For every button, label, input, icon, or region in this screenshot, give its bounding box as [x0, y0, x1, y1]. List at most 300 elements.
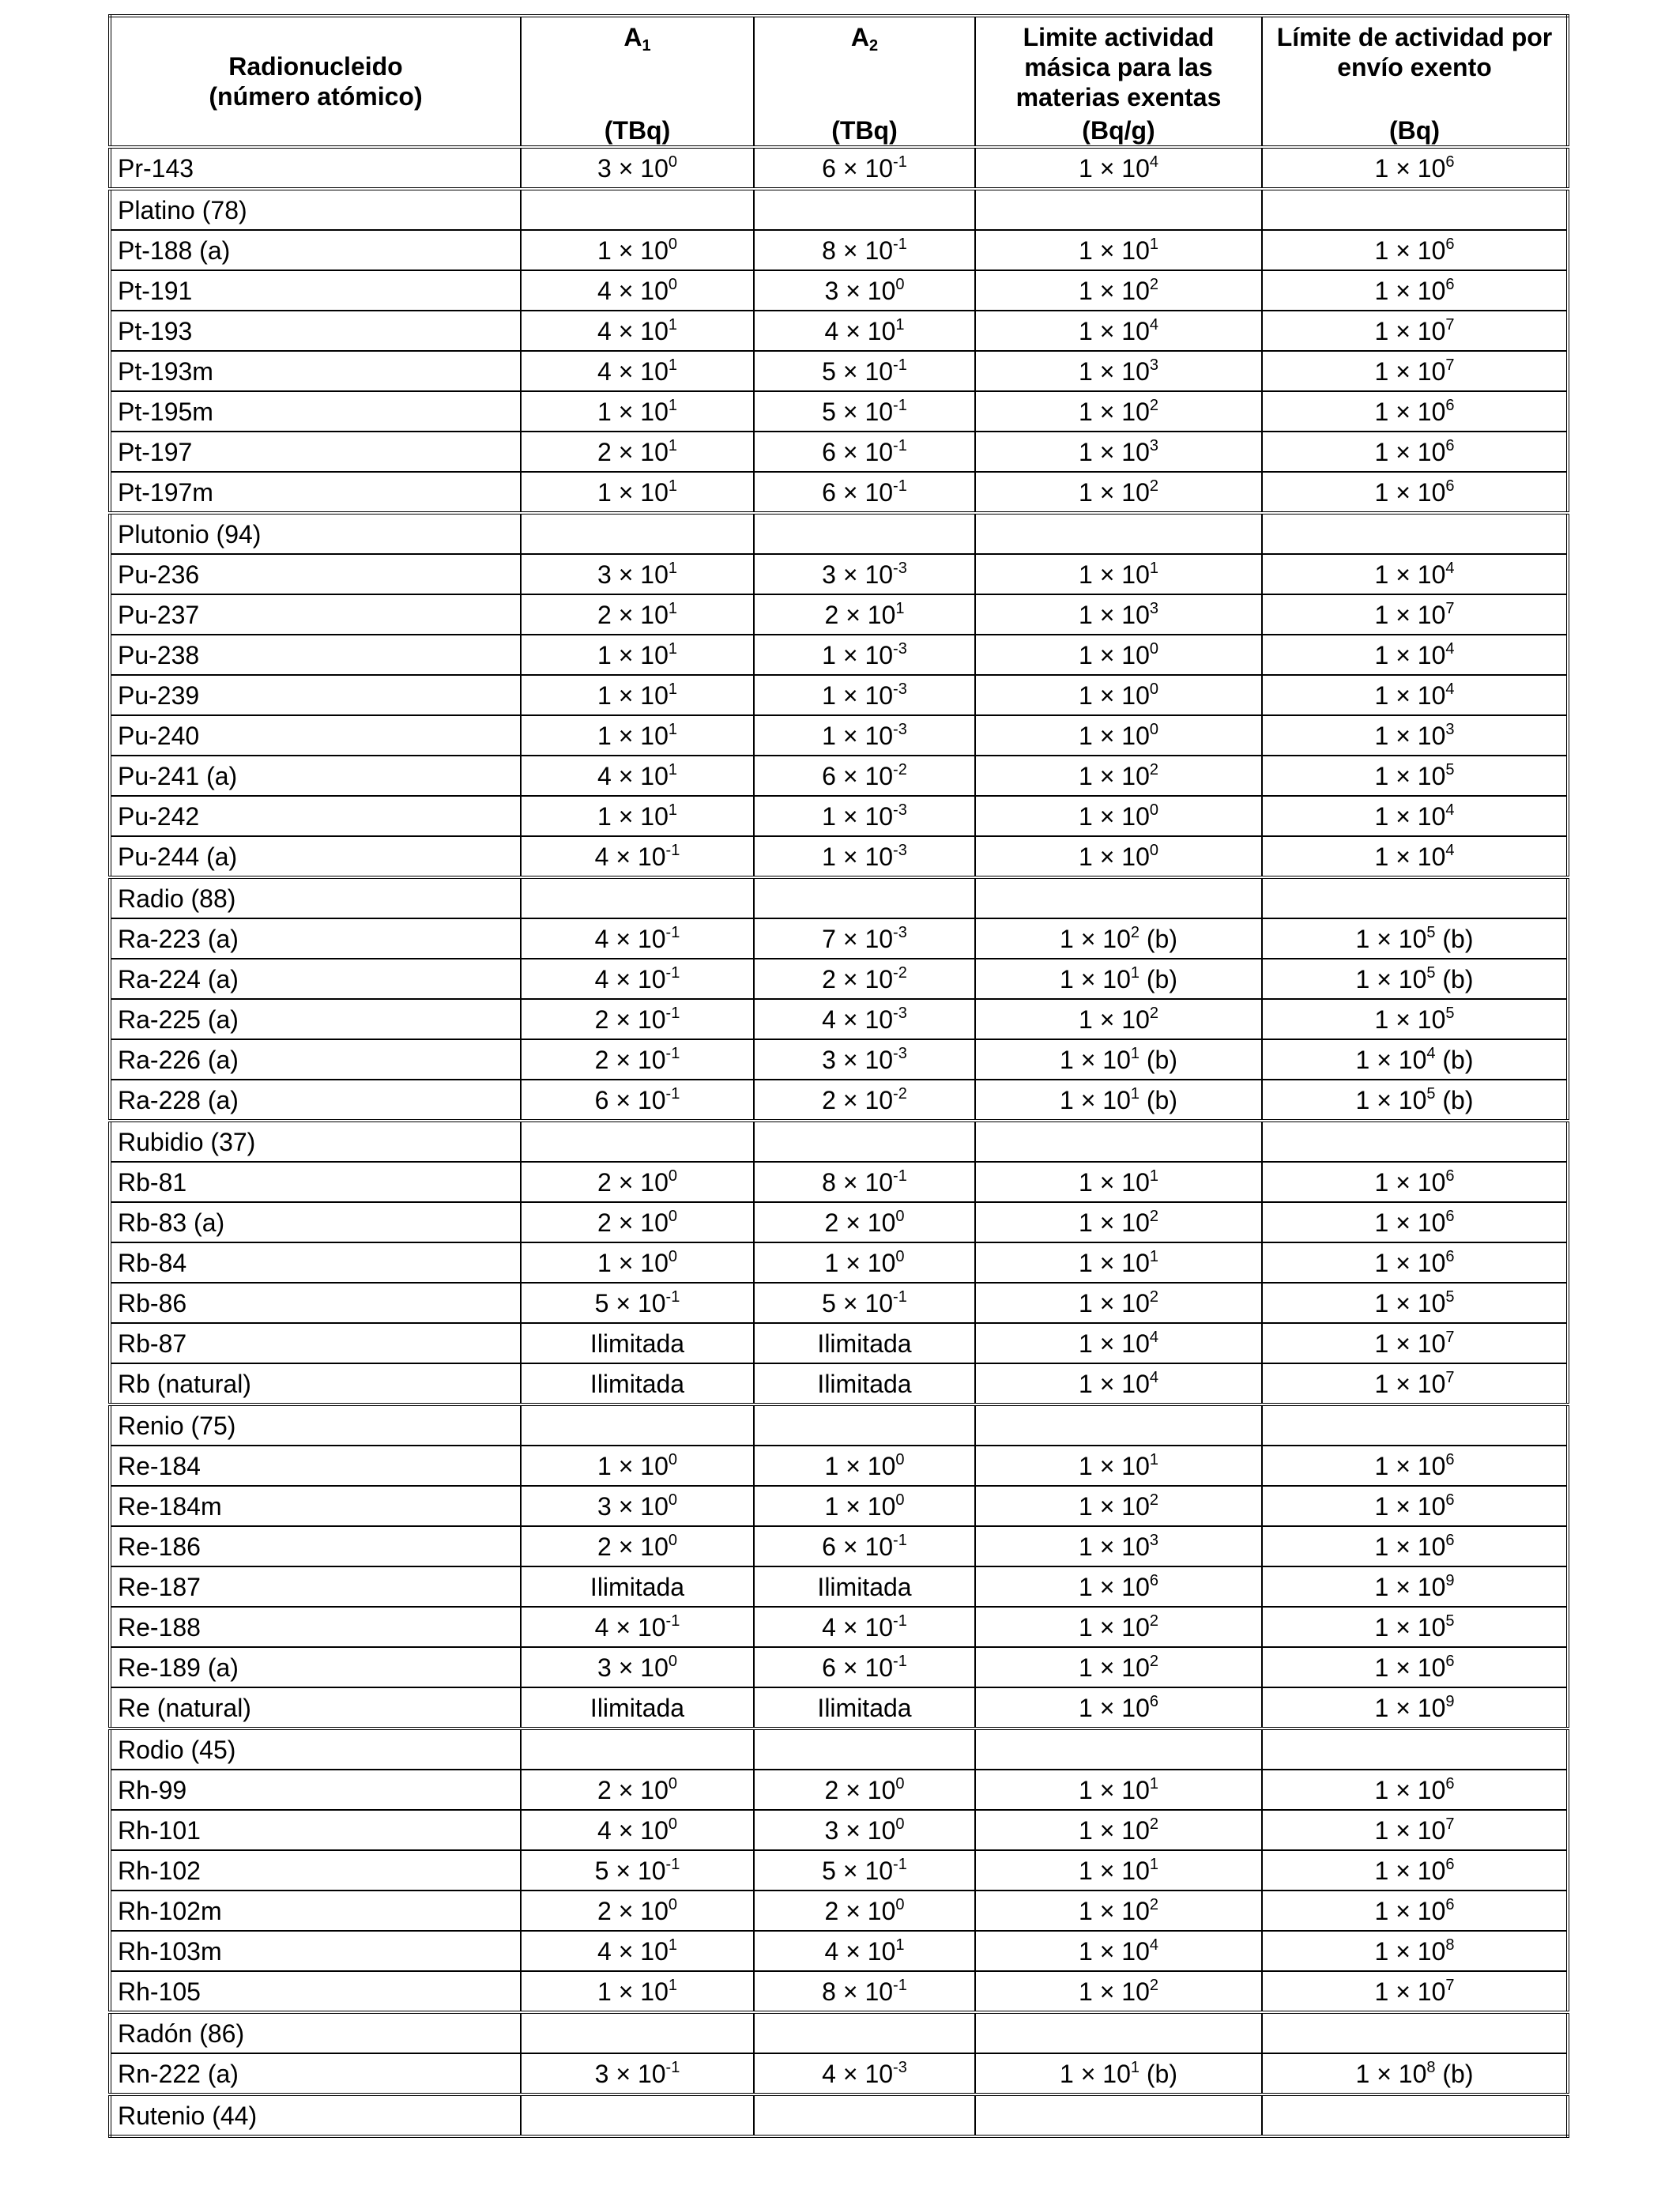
exponent: -1	[893, 436, 907, 454]
mantissa: 1	[1374, 842, 1389, 871]
radionuclide-name: Ra-225 (a)	[110, 999, 521, 1039]
a1-value	[521, 635, 754, 675]
table-row	[110, 391, 1568, 432]
times-ten: × 10	[611, 1167, 669, 1197]
mantissa: 1	[1079, 437, 1093, 466]
exponent: 1	[1149, 1774, 1158, 1793]
mantissa: 1	[597, 801, 612, 831]
times-ten: × 10	[611, 721, 669, 750]
exponent: -2	[893, 760, 907, 778]
mantissa: 1	[1079, 842, 1093, 871]
times-ten: × 10	[1388, 477, 1446, 507]
unlimited-label: Ilimitada	[817, 1369, 912, 1398]
unlimited-label: Ilimitada	[590, 1369, 685, 1398]
a2-value	[754, 1687, 975, 1728]
mass-limit-value	[975, 635, 1262, 675]
exponent: -3	[893, 680, 907, 698]
mass-limit-value	[975, 1039, 1262, 1080]
a2-value	[754, 756, 975, 796]
mantissa: 1	[1079, 236, 1093, 265]
mantissa: 1	[1374, 477, 1389, 507]
a2-value	[754, 918, 975, 959]
times-ten: × 10	[1388, 1167, 1446, 1197]
element-group-row	[110, 513, 1568, 554]
a1-value	[521, 513, 754, 554]
table-row	[110, 1647, 1568, 1687]
mantissa: 1	[1079, 1977, 1093, 2006]
exponent: 2	[1130, 923, 1139, 941]
times-ten: × 10	[608, 1005, 666, 1034]
mantissa: 1	[1374, 680, 1389, 710]
table-row	[110, 1363, 1568, 1404]
a2-value	[754, 796, 975, 836]
exponent: 5	[1445, 760, 1455, 778]
a2-value	[754, 1566, 975, 1607]
exponent: 0	[668, 1774, 677, 1793]
mass-limit-value	[975, 2094, 1262, 2136]
exponent: -2	[893, 963, 907, 982]
exponent: 1	[1130, 1084, 1139, 1103]
mantissa: 6	[822, 153, 836, 183]
a2-value	[754, 2012, 975, 2053]
note: (b)	[1139, 1045, 1177, 1074]
radionuclide-name: Re-187	[110, 1566, 521, 1607]
times-ten: × 10	[835, 1045, 894, 1074]
mantissa: 5	[822, 397, 836, 426]
consignment-limit-value	[1262, 1242, 1568, 1283]
mass-limit-value	[975, 1850, 1262, 1891]
table-row	[110, 1850, 1568, 1891]
times-ten: × 10	[1092, 1329, 1150, 1358]
a1-value	[521, 147, 754, 189]
note: (b)	[1435, 964, 1474, 993]
exponent: 6	[1445, 477, 1455, 495]
mantissa: 1	[1374, 1491, 1389, 1521]
element-group-row	[110, 1404, 1568, 1446]
mass-limit-value	[975, 1971, 1262, 2012]
mantissa: 1	[1374, 276, 1389, 305]
table-row	[110, 351, 1568, 391]
consignment-limit-value	[1262, 1728, 1568, 1770]
a1-value	[521, 270, 754, 311]
a2-value	[754, 1039, 975, 1080]
a2-value	[754, 513, 975, 554]
exponent: 9	[1445, 1692, 1455, 1710]
exponent: 0	[668, 1491, 677, 1509]
a1-value	[521, 554, 754, 594]
consignment-limit-value	[1262, 2053, 1568, 2094]
a2-value	[754, 1404, 975, 1446]
consignment-limit-value	[1262, 1202, 1568, 1242]
mantissa: 1	[597, 477, 612, 507]
times-ten: × 10	[608, 1288, 666, 1318]
exponent: 7	[1445, 599, 1455, 617]
exponent: 1	[1149, 1167, 1158, 1185]
times-ten: × 10	[1092, 1572, 1150, 1601]
mass-limit-value	[975, 877, 1262, 918]
element-group-name: Rodio (45)	[110, 1728, 521, 1770]
a2-value	[754, 836, 975, 877]
mantissa: 2	[594, 1045, 609, 1074]
mantissa: 4	[594, 924, 609, 953]
exponent: 4	[1149, 315, 1158, 334]
note: (b)	[1435, 924, 1474, 953]
mantissa: 1	[1374, 1977, 1389, 2006]
times-ten: × 10	[611, 1451, 669, 1480]
exponent: 6	[1445, 1895, 1455, 1913]
times-ten: × 10	[1092, 1612, 1150, 1642]
a2-value	[754, 1162, 975, 1202]
exponent: 7	[1445, 356, 1455, 374]
table-row	[110, 959, 1568, 999]
exponent: 7	[1445, 1815, 1455, 1833]
a1-value	[521, 2053, 754, 2094]
mantissa: 1	[1374, 1693, 1389, 1722]
a2-value	[754, 1850, 975, 1891]
exponent: -1	[665, 1044, 680, 1062]
times-ten: × 10	[838, 600, 896, 629]
mass-limit-value	[975, 147, 1262, 189]
times-ten: × 10	[1092, 761, 1150, 790]
mantissa: 1	[1079, 356, 1093, 386]
note: (b)	[1435, 1085, 1474, 1114]
times-ten: × 10	[608, 1085, 666, 1114]
times-ten: × 10	[1388, 1491, 1446, 1521]
times-ten: × 10	[835, 1005, 894, 1034]
mantissa: 3	[594, 2059, 609, 2088]
mantissa: 1	[597, 1451, 612, 1480]
times-ten: × 10	[835, 761, 894, 790]
exponent: -1	[665, 1004, 680, 1022]
radionuclide-name: Pu-238	[110, 635, 521, 675]
times-ten: × 10	[611, 477, 669, 507]
exponent: 0	[668, 1247, 677, 1265]
a1-value	[521, 715, 754, 756]
times-ten: × 10	[1388, 1451, 1446, 1480]
a2-value	[754, 959, 975, 999]
times-ten: × 10	[835, 1856, 894, 1885]
mass-limit-value	[975, 1526, 1262, 1566]
table-row	[110, 796, 1568, 836]
a1-value	[521, 594, 754, 635]
mantissa: 1	[1079, 1451, 1093, 1480]
exponent: -3	[893, 923, 907, 941]
a2-value	[754, 635, 975, 675]
times-ten: × 10	[1369, 964, 1427, 993]
times-ten: × 10	[1092, 316, 1150, 345]
mantissa: 1	[1079, 397, 1093, 426]
mantissa: 1	[1079, 1005, 1093, 1034]
mantissa: 3	[597, 560, 612, 589]
consignment-limit-value	[1262, 1121, 1568, 1162]
mantissa: 3	[822, 1045, 836, 1074]
consignment-limit-value	[1262, 1080, 1568, 1121]
a2-value	[754, 675, 975, 715]
exponent: 1	[668, 639, 677, 658]
a1-value	[521, 1566, 754, 1607]
element-group-name: Plutonio (94)	[110, 513, 521, 554]
times-ten: × 10	[835, 1977, 894, 2006]
a2-value	[754, 1323, 975, 1363]
consignment-limit-value	[1262, 715, 1568, 756]
consignment-limit-value	[1262, 1323, 1568, 1363]
times-ten: × 10	[835, 801, 894, 831]
mantissa: 5	[822, 356, 836, 386]
times-ten: × 10	[835, 1653, 894, 1682]
element-group-row	[110, 2094, 1568, 2136]
times-ten: × 10	[1388, 236, 1446, 265]
mantissa: 1	[1079, 1572, 1093, 1601]
exponent: 2	[1149, 477, 1158, 495]
unlimited-label: Ilimitada	[817, 1329, 912, 1358]
exponent: 6	[1445, 235, 1455, 253]
table-row	[110, 1162, 1568, 1202]
mantissa: 1	[1374, 1856, 1389, 1885]
a2-value	[754, 1283, 975, 1323]
times-ten: × 10	[838, 1208, 896, 1237]
exponent: 6	[1149, 1571, 1158, 1589]
a2-value	[754, 1647, 975, 1687]
times-ten: × 10	[611, 1896, 669, 1925]
table-row	[110, 756, 1568, 796]
times-ten: × 10	[835, 721, 894, 750]
times-ten: × 10	[611, 1815, 669, 1845]
times-ten: × 10	[835, 1167, 894, 1197]
times-ten: × 10	[1388, 680, 1446, 710]
mantissa: 1	[1374, 236, 1389, 265]
header-mass-activity-limit	[975, 16, 1262, 147]
mantissa: 1	[597, 1977, 612, 2006]
exponent: 6	[1149, 1692, 1158, 1710]
mass-limit-value	[975, 675, 1262, 715]
exponent: 0	[1149, 720, 1158, 738]
mantissa: 6	[822, 437, 836, 466]
a1-value	[521, 1080, 754, 1121]
a1-value	[521, 2012, 754, 2053]
mantissa: 1	[1079, 477, 1093, 507]
element-group-row	[110, 1121, 1568, 1162]
mass-limit-value	[975, 554, 1262, 594]
times-ten: × 10	[611, 1653, 669, 1682]
note: (b)	[1139, 964, 1177, 993]
consignment-limit-value	[1262, 1404, 1568, 1446]
mantissa: 1	[1079, 1329, 1093, 1358]
exponent: 5	[1445, 1612, 1455, 1630]
mantissa: 1	[1079, 721, 1093, 750]
mantissa: 3	[824, 276, 839, 305]
mantissa: 2	[824, 1775, 839, 1804]
exponent: -1	[893, 1531, 907, 1549]
times-ten: × 10	[838, 276, 896, 305]
times-ten: × 10	[1092, 437, 1150, 466]
exponent: 6	[1445, 1491, 1455, 1509]
a1-value	[521, 999, 754, 1039]
a2-value	[754, 432, 975, 472]
mantissa: 1	[1079, 1248, 1093, 1277]
mantissa: 1	[597, 236, 612, 265]
table-row	[110, 715, 1568, 756]
mantissa: 3	[597, 153, 612, 183]
times-ten: × 10	[1092, 477, 1150, 507]
mantissa: 1	[1374, 761, 1389, 790]
exponent: 2	[1149, 1004, 1158, 1022]
times-ten: × 10	[611, 236, 669, 265]
exponent: -1	[893, 1976, 907, 1994]
times-ten: × 10	[1388, 437, 1446, 466]
exponent: 8	[1426, 2058, 1436, 2076]
exponent: 7	[1445, 1368, 1455, 1386]
times-ten: × 10	[835, 680, 894, 710]
exponent: 2	[1149, 275, 1158, 293]
times-ten: × 10	[835, 397, 894, 426]
times-ten: × 10	[835, 924, 894, 953]
mantissa: 4	[597, 1815, 612, 1845]
header-a2-unit: (TBq)	[831, 116, 898, 145]
mantissa: 3	[597, 1653, 612, 1682]
consignment-limit-value	[1262, 1039, 1568, 1080]
exponent: 1	[668, 680, 677, 698]
times-ten: × 10	[611, 437, 669, 466]
a1-value	[521, 1971, 754, 2012]
note: (b)	[1139, 924, 1177, 953]
element-group-row	[110, 1728, 1568, 1770]
exponent: 6	[1445, 275, 1455, 293]
exponent: -1	[665, 923, 680, 941]
exponent: 1	[668, 801, 677, 819]
mass-limit-value	[975, 1607, 1262, 1647]
table-row	[110, 1810, 1568, 1850]
times-ten: × 10	[611, 560, 669, 589]
consignment-limit-value	[1262, 1283, 1568, 1323]
mantissa: 4	[822, 2059, 836, 2088]
mass-limit-value	[975, 1242, 1262, 1283]
times-ten: × 10	[1388, 1208, 1446, 1237]
table-row	[110, 554, 1568, 594]
header-mass-activity-limit-label: Limite actividad másica para las materias exentas	[1015, 23, 1222, 111]
mantissa: 8	[822, 1167, 836, 1197]
radionuclide-name: Pt-193	[110, 311, 521, 351]
times-ten: × 10	[1388, 153, 1446, 183]
exponent: 6	[1445, 1207, 1455, 1225]
a1-value	[521, 1931, 754, 1971]
exponent: 1	[895, 315, 905, 334]
mantissa: 2	[824, 1896, 839, 1925]
exponent: 4	[1149, 1368, 1158, 1386]
times-ten: × 10	[835, 560, 894, 589]
mantissa: 1	[1374, 1451, 1389, 1480]
times-ten: × 10	[1092, 1653, 1150, 1682]
a2-value	[754, 1446, 975, 1486]
radionuclide-name: Re (natural)	[110, 1687, 521, 1728]
mantissa: 2	[597, 1775, 612, 1804]
mantissa: 1	[1355, 2059, 1370, 2088]
exponent: 1	[668, 396, 677, 414]
consignment-limit-value	[1262, 1810, 1568, 1850]
mantissa: 7	[822, 924, 836, 953]
radionuclide-name: Re-186	[110, 1526, 521, 1566]
radionuclide-name: Rb-87	[110, 1323, 521, 1363]
times-ten: × 10	[1092, 1856, 1150, 1885]
exponent: 4	[1445, 841, 1455, 859]
a1-value	[521, 1728, 754, 1770]
mass-limit-value	[975, 1486, 1262, 1526]
times-ten: × 10	[1073, 2059, 1131, 2088]
mantissa: 1	[1079, 1815, 1093, 1845]
element-group-name: Rubidio (37)	[110, 1121, 521, 1162]
exponent: 9	[1445, 1571, 1455, 1589]
times-ten: × 10	[608, 842, 666, 871]
mantissa: 1	[1079, 1693, 1093, 1722]
table-row	[110, 1039, 1568, 1080]
exponent: -3	[893, 1004, 907, 1022]
times-ten: × 10	[1092, 397, 1150, 426]
mantissa: 1	[1374, 1815, 1389, 1845]
mantissa: 1	[1079, 560, 1093, 589]
consignment-limit-value	[1262, 189, 1568, 230]
a2-value	[754, 351, 975, 391]
mantissa: 1	[1079, 801, 1093, 831]
mass-limit-value	[975, 2053, 1262, 2094]
exponent: 6	[1445, 153, 1455, 171]
times-ten: × 10	[1388, 1288, 1446, 1318]
exponent: 5	[1445, 1287, 1455, 1306]
header-a2-label: A	[850, 23, 869, 51]
radionuclide-name: Rh-103m	[110, 1931, 521, 1971]
consignment-limit-value	[1262, 1486, 1568, 1526]
exponent: 3	[1445, 720, 1455, 738]
exponent: 4	[1149, 153, 1158, 171]
exponent: 1	[668, 477, 677, 495]
times-ten: × 10	[611, 600, 669, 629]
consignment-limit-value	[1262, 1446, 1568, 1486]
radionuclide-name: Rb-83 (a)	[110, 1202, 521, 1242]
times-ten: × 10	[1388, 1856, 1446, 1885]
mantissa: 1	[1374, 437, 1389, 466]
mass-limit-value	[975, 1810, 1262, 1850]
mantissa: 1	[1374, 560, 1389, 589]
mantissa: 1	[1355, 1045, 1370, 1074]
a2-value	[754, 1971, 975, 2012]
mantissa: 1	[1060, 1085, 1074, 1114]
times-ten: × 10	[1388, 1653, 1446, 1682]
table-row	[110, 432, 1568, 472]
a1-value	[521, 756, 754, 796]
mantissa: 4	[597, 761, 612, 790]
a1-value	[521, 1121, 754, 1162]
a2-value	[754, 270, 975, 311]
exponent: 0	[1149, 841, 1158, 859]
mantissa: 4	[822, 1005, 836, 1034]
exponent: 0	[668, 1895, 677, 1913]
exponent: -1	[893, 153, 907, 171]
exponent: 1	[1149, 559, 1158, 577]
times-ten: × 10	[1092, 356, 1150, 386]
times-ten: × 10	[1073, 1085, 1131, 1114]
radionuclide-name: Pt-197m	[110, 472, 521, 513]
radionuclide-name: Rh-99	[110, 1770, 521, 1810]
times-ten: × 10	[611, 1977, 669, 2006]
times-ten: × 10	[1092, 1248, 1150, 1277]
times-ten: × 10	[1388, 560, 1446, 589]
mantissa: 1	[1374, 801, 1389, 831]
exponent: 1	[668, 599, 677, 617]
mass-limit-value	[975, 918, 1262, 959]
exponent: 1	[1130, 1044, 1139, 1062]
mass-limit-value	[975, 1770, 1262, 1810]
consignment-limit-value	[1262, 1607, 1568, 1647]
mantissa: 1	[1079, 761, 1093, 790]
header-radionuclide-line2: (número atómico)	[209, 82, 423, 111]
